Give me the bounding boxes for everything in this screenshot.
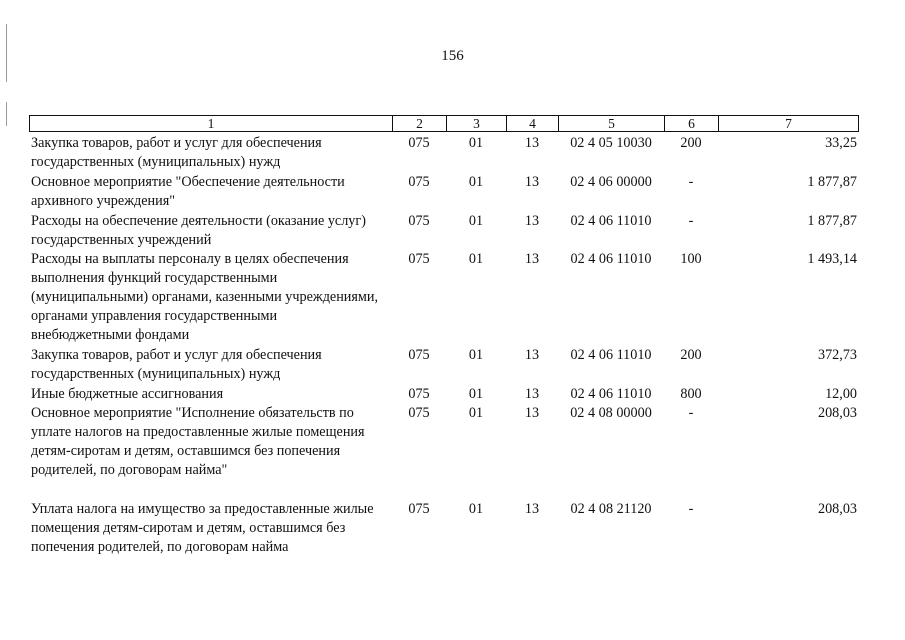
row-col-6: - [688, 213, 694, 229]
row-name: Основное мероприятие "Исполнение обязательств по уплате налогов на предоставленные жилые помещения детям-сиротам и детям, оставшимся без попечения родителей, по договорам найма" [31, 405, 365, 478]
row-col-2: 075 [408, 174, 430, 190]
row-name: Закупка товаров, работ и услуг для обеспечения государственных (муниципальных) нужд [31, 135, 322, 170]
row-name: Уплата налога на имущество за предоставленные жилые помещения детям-сиротам и детям, оставшимся без попечения родителей, по договорам найма [31, 501, 374, 555]
header-col-7: 7 [718, 116, 858, 131]
header-col-1: 1 [207, 116, 215, 131]
row-col-2: 075 [408, 347, 430, 363]
row-col-2: 075 [408, 135, 430, 151]
row-col-6: 200 [680, 347, 702, 363]
row-col-7: 1 877,87 [807, 174, 857, 190]
row-col-2: 075 [408, 213, 430, 229]
scan-edge-mark [6, 102, 7, 126]
row-col-6: 100 [680, 251, 702, 267]
row-col-6: 800 [680, 386, 702, 402]
row-name: Расходы на обеспечение деятельности (оказание услуг) государственных учреждений [31, 213, 366, 248]
row-name: Основное мероприятие "Обеспечение деятельности архивного учреждения" [31, 174, 345, 209]
row-col-2: 075 [408, 251, 430, 267]
row-name: Иные бюджетные ассигнования [31, 386, 224, 402]
row-col-6: - [688, 501, 694, 517]
row-col-3: 01 [468, 135, 484, 151]
row-col-4: 13 [524, 251, 540, 267]
row-col-5: 02 4 08 00000 [570, 405, 652, 421]
row-col-5: 02 4 06 11010 [570, 386, 652, 402]
row-col-3: 01 [468, 347, 484, 363]
row-col-4: 13 [524, 386, 540, 402]
row-col-5: 02 4 06 11010 [570, 347, 652, 363]
row-col-5: 02 4 05 10030 [570, 135, 652, 151]
row-col-7: 1 493,14 [807, 251, 857, 267]
row-col-4: 13 [524, 347, 540, 363]
row-col-5: 02 4 06 00000 [570, 174, 652, 190]
row-col-5: 02 4 06 11010 [570, 251, 652, 267]
row-col-3: 01 [468, 251, 484, 267]
row-col-4: 13 [524, 213, 540, 229]
row-col-6: 200 [680, 135, 702, 151]
row-col-7: 12,00 [825, 386, 857, 402]
row-col-3: 01 [468, 174, 484, 190]
page-number: 156 [441, 48, 464, 64]
row-col-3: 01 [468, 501, 484, 517]
header-col-5: 5 [558, 116, 664, 131]
row-col-2: 075 [408, 501, 430, 517]
row-col-4: 13 [524, 501, 540, 517]
row-col-7: 372,73 [817, 347, 857, 363]
row-col-4: 13 [524, 405, 540, 421]
row-col-2: 075 [408, 386, 430, 402]
row-col-6: - [688, 174, 694, 190]
row-col-7: 1 877,87 [807, 213, 857, 229]
row-col-6: - [688, 405, 694, 421]
row-col-3: 01 [468, 386, 484, 402]
header-col-4: 4 [506, 116, 558, 131]
row-col-5: 02 4 08 21120 [570, 501, 652, 517]
row-name: Расходы на выплаты персоналу в целях обеспечения выполнения функций государственными (муниципальными) органами, казенными учреждениями, органами управления государственными внебюджетными фондами [31, 251, 379, 343]
row-col-3: 01 [468, 405, 484, 421]
row-col-5: 02 4 06 11010 [570, 213, 652, 229]
row-col-3: 01 [468, 213, 484, 229]
row-col-7: 208,03 [817, 501, 857, 517]
header-col-3: 3 [446, 116, 506, 131]
row-col-7: 33,25 [825, 135, 857, 151]
row-col-4: 13 [524, 174, 540, 190]
row-col-7: 208,03 [817, 405, 857, 421]
row-name: Закупка товаров, работ и услуг для обеспечения государственных (муниципальных) нужд [31, 347, 322, 382]
header-col-2: 2 [392, 116, 446, 131]
row-col-2: 075 [408, 405, 430, 421]
header-col-6: 6 [664, 116, 718, 131]
row-col-4: 13 [524, 135, 540, 151]
table-header-row [29, 115, 859, 132]
